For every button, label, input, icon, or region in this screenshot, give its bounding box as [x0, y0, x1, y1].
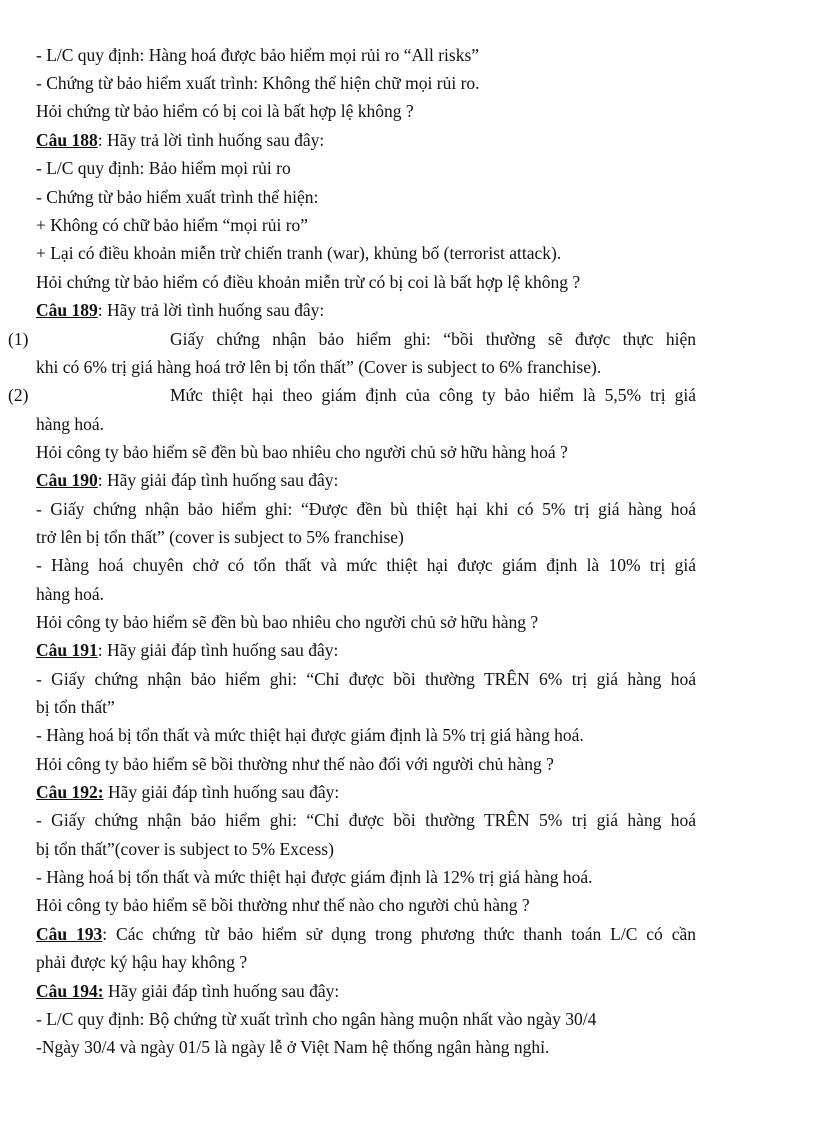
question-text: : Các chứng từ bảo hiểm sử dụng trong phương thức thanh toán L/C có cần	[102, 924, 696, 944]
question-192-heading	[36, 781, 696, 803]
text-line: - Giấy chứng nhận bảo hiểm ghi: “Chỉ được bồi thường TRÊN 6% trị giá hàng hoá	[36, 669, 696, 689]
text-line: Giấy chứng nhận bảo hiểm ghi: “bồi thường sẽ được thực hiện	[170, 329, 696, 349]
text-line: -Ngày 30/4 và ngày 01/5 là ngày lễ ở Việt Nam hệ thống ngân hàng nghỉ.	[36, 1037, 550, 1057]
text-line: - Giấy chứng nhận bảo hiểm ghi: “Được đền bù thiệt hại khi có 5% trị giá hàng hoá	[36, 499, 696, 519]
question-194-heading	[36, 980, 696, 1002]
question-191-heading	[36, 639, 696, 661]
text-line: - Giấy chứng nhận bảo hiểm ghi: “Chỉ được bồi thường TRÊN 5% trị giá hàng hoá	[36, 810, 696, 830]
text-line: - L/C quy định: Bảo hiểm mọi rủi ro	[36, 158, 291, 178]
text-line: Hỏi chứng từ bảo hiểm có điều khoản miễn trừ có bị coi là bất hợp lệ không ?	[36, 272, 581, 292]
question-label: Câu 189	[36, 300, 98, 320]
text-line: - L/C quy định: Bộ chứng từ xuất trình cho ngân hàng muộn nhất vào ngày 30/4	[36, 1009, 597, 1029]
question-text: : Hãy trả lời tình huống sau đây:	[97, 300, 325, 320]
text-line: - Hàng hoá bị tổn thất và mức thiệt hại được giám định là 12% trị giá hàng hoá.	[36, 867, 593, 887]
question-193-heading	[36, 923, 696, 945]
question-text: : Hãy trả lời tình huống sau đây:	[97, 130, 325, 150]
question-label: Câu 193	[36, 924, 103, 944]
text-line: - Chứng từ bảo hiểm xuất trình: Không thể hiện chữ mọi rủi ro.	[36, 73, 480, 93]
question-189-heading	[36, 299, 696, 321]
text-line: Hỏi công ty bảo hiểm sẽ bồi thường như thế nào đối với người chủ hàng ?	[36, 754, 554, 774]
text-line: - L/C quy định: Hàng hoá được bảo hiểm mọi rủi ro “All risks”	[36, 45, 480, 65]
text-line: - Chứng từ bảo hiểm xuất trình thể hiện:	[36, 187, 319, 207]
question-label: Câu 194:	[36, 981, 104, 1001]
question-text: Hãy giải đáp tình huống sau đây:	[103, 981, 340, 1001]
text-line: bị tổn thất”	[36, 697, 115, 717]
question-label: Câu 188	[36, 130, 98, 150]
text-line: Hỏi chứng từ bảo hiểm có bị coi là bất hợp lệ không ?	[36, 101, 414, 121]
text-line: phải được ký hậu hay không ?	[36, 952, 248, 972]
text-line: khi có 6% trị giá hàng hoá trở lên bị tổn thất” (Cover is subject to 6% franchise).	[36, 357, 602, 377]
question-label: Câu 191	[36, 640, 98, 660]
text-line: + Lại có điều khoản miễn trừ chiến tranh (war), khủng bố (terrorist attack).	[36, 243, 562, 263]
text-line: - Hàng hoá bị tổn thất và mức thiệt hại được giám định là 5% trị giá hàng hoá.	[36, 725, 584, 745]
question-label: Câu 190	[36, 470, 98, 490]
text-line: Hỏi công ty bảo hiểm sẽ đền bù bao nhiêu cho người chủ sở hữu hàng ?	[36, 612, 539, 632]
question-text: : Hãy giải đáp tình huống sau đây:	[97, 470, 339, 490]
text-line: bị tổn thất”(cover is subject to 5% Excess)	[36, 839, 334, 859]
text-line: hàng hoá.	[36, 584, 105, 604]
question-text: : Hãy giải đáp tình huống sau đây:	[97, 640, 339, 660]
item-number: (2)	[8, 385, 29, 405]
text-line: trở lên bị tổn thất” (cover is subject to 5% franchise)	[36, 527, 404, 547]
question-188-heading	[36, 129, 696, 151]
item-number: (1)	[8, 329, 29, 349]
text-line: - Hàng hoá chuyên chở có tổn thất và mức thiệt hại được giám định là 10% trị giá	[36, 555, 696, 575]
text-line: Hỏi công ty bảo hiểm sẽ bồi thường như thế nào cho người chủ hàng ?	[36, 895, 530, 915]
question-text: Hãy giải đáp tình huống sau đây:	[103, 782, 340, 802]
text-line: Hỏi công ty bảo hiểm sẽ đền bù bao nhiêu cho người chủ sở hữu hàng hoá ?	[36, 442, 568, 462]
question-190-heading	[36, 469, 696, 491]
text-line: Mức thiệt hại theo giám định của công ty bảo hiểm là 5,5% trị giá	[170, 385, 696, 405]
question-label: Câu 192:	[36, 782, 104, 802]
text-line: + Không có chữ bảo hiểm “mọi rủi ro”	[36, 215, 309, 235]
text-line: hàng hoá.	[36, 414, 105, 434]
